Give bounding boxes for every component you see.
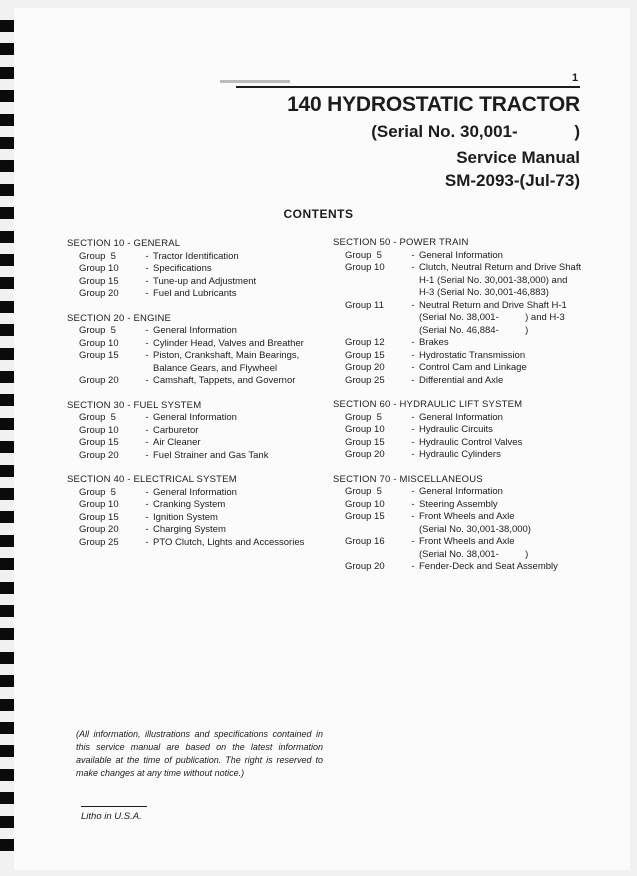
group-number: Group 10 [345, 262, 385, 273]
entry-separator: - [145, 325, 149, 336]
contents-entry [67, 251, 317, 264]
entry-label-line: General Information [419, 249, 503, 261]
entry-label [419, 300, 583, 338]
group-number: Group 5 [345, 411, 382, 423]
entry-label [419, 486, 583, 499]
entry-label [153, 425, 317, 438]
group-number: Group 5 [79, 486, 116, 498]
group-number: Group 15 [79, 350, 119, 361]
entry-separator: - [411, 511, 415, 522]
entry-label [419, 262, 583, 300]
entry-label-line: H-3 (Serial No. 30,001-46,883) [419, 287, 549, 298]
entry-label-line: Hydraulic Cylinders [419, 449, 501, 460]
contents-heading: CONTENTS [283, 207, 354, 221]
entry-label-line: Fuel Strainer and Gas Tank [153, 449, 269, 461]
contents-entry [67, 338, 317, 351]
group-number: Group 10 [79, 337, 119, 349]
section-title: SECTION 10 - GENERAL [67, 238, 181, 249]
entry-label-line: Hydraulic Circuits [419, 424, 493, 435]
litho-imprint: Litho in U.S.A. [81, 811, 142, 822]
group-number: Group 15 [79, 437, 119, 448]
section-title: SECTION 50 - POWER TRAIN [333, 237, 469, 248]
entry-label [153, 499, 317, 512]
entry-label [419, 412, 583, 425]
contents-entry [67, 537, 317, 550]
header-rule [236, 86, 580, 88]
entry-label-line: Hydraulic Control Valves [419, 436, 523, 448]
entry-label-line: Charging System [153, 524, 226, 535]
entry-label [153, 276, 317, 289]
entry-label-line: Ignition System [153, 511, 218, 523]
contents-section [67, 474, 317, 549]
entry-separator: - [145, 437, 149, 448]
contents-entry [67, 325, 317, 338]
entry-label [419, 350, 583, 363]
contents-entry [67, 437, 317, 450]
entry-label-line: Tractor Identification [153, 250, 239, 262]
entry-label-line: General Information [153, 412, 237, 423]
entry-separator: - [145, 350, 149, 361]
group-number: Group 10 [79, 424, 119, 436]
entry-label [419, 362, 583, 375]
entry-label-line: Air Cleaner [153, 437, 201, 448]
contents-left-column [67, 238, 317, 561]
entry-separator: - [411, 374, 415, 386]
entry-separator: - [145, 375, 149, 386]
group-number: Group 15 [345, 436, 385, 448]
entry-separator: - [411, 436, 415, 448]
contents-entry [67, 350, 317, 375]
entry-separator: - [145, 275, 149, 287]
entry-label-line: Carburetor [153, 424, 199, 436]
entry-label-line: Piston, Crankshaft, Main Bearings, [153, 350, 300, 361]
contents-section [67, 238, 317, 301]
group-number: Group 5 [79, 412, 116, 423]
contents-entry [333, 424, 583, 437]
contents-entry [67, 450, 317, 463]
contents-entry [333, 561, 583, 574]
entry-label [153, 524, 317, 537]
contents-entry [333, 536, 583, 561]
group-number: Group 20 [345, 362, 385, 373]
contents-entry [333, 486, 583, 499]
entry-separator: - [145, 499, 149, 510]
entry-label-line: Front Wheels and Axle [419, 511, 515, 522]
group-number: Group 15 [345, 511, 385, 522]
entry-label-line: H-1 (Serial No. 30,001-38,000) and [419, 274, 568, 286]
contents-entry [333, 499, 583, 512]
entry-label-line: Brakes [419, 337, 449, 348]
group-number: Group 15 [79, 275, 119, 287]
entry-separator: - [145, 486, 149, 498]
entry-label-line: General Information [153, 486, 237, 498]
entry-label-line: General Information [419, 411, 503, 423]
entry-separator: - [145, 250, 149, 262]
entry-label [153, 375, 317, 388]
contents-entry [67, 412, 317, 425]
contents-entry [67, 425, 317, 438]
entry-label-line: (Serial No. 38,001- ) [419, 548, 529, 560]
contents-entry [67, 276, 317, 289]
entry-separator: - [411, 498, 415, 510]
entry-label-line: Specifications [153, 263, 212, 274]
group-number: Group 20 [79, 375, 119, 386]
entry-label [153, 412, 317, 425]
contents-entry [333, 511, 583, 536]
group-number: Group 20 [79, 288, 119, 299]
group-number: Group 10 [345, 498, 385, 510]
contents-entry [333, 375, 583, 388]
entry-separator: - [411, 536, 415, 547]
contents-entry [67, 487, 317, 500]
group-number: Group 20 [79, 449, 119, 461]
entry-label-line: Front Wheels and Axle [419, 536, 515, 547]
entry-label [419, 437, 583, 450]
entry-separator: - [411, 349, 415, 361]
group-number: Group 16 [345, 536, 385, 547]
entry-label-line: Clutch, Neutral Return and Drive Shaft [419, 262, 582, 273]
contents-section [67, 313, 317, 388]
entry-separator: - [411, 486, 415, 497]
entry-label-line: Cylinder Head, Valves and Breather [153, 337, 304, 349]
group-number: Group 15 [79, 511, 119, 523]
entry-separator: - [411, 449, 415, 460]
group-number: Group 5 [79, 250, 116, 262]
contents-entry [67, 499, 317, 512]
group-number: Group 5 [345, 486, 382, 497]
contents-right-column [333, 237, 583, 586]
group-number: Group 5 [79, 325, 116, 336]
entry-label-line: Neutral Return and Drive Shaft H-1 [419, 299, 567, 311]
contents-entry [333, 412, 583, 425]
entry-separator: - [145, 337, 149, 349]
contents-section [333, 237, 583, 387]
entry-label-line: Balance Gears, and Flywheel [153, 362, 278, 374]
entry-separator: - [411, 362, 415, 373]
entry-label [153, 512, 317, 525]
group-number: Group 10 [79, 499, 119, 510]
entry-label-line: Hydrostatic Transmission [419, 349, 526, 361]
serial-range: (Serial No. 30,001- ) [371, 122, 580, 141]
disclaimer-note: (All information, illustrations and specifications contained in this service manual are based on the latest information available at the time of publication. The right is reserved to make changes at any time without notice.) [76, 729, 323, 778]
entry-separator: - [411, 561, 415, 572]
entry-separator: - [145, 524, 149, 535]
group-number: Group 20 [345, 561, 385, 572]
contents-section [333, 474, 583, 574]
entry-label [153, 437, 317, 450]
section-title: SECTION 70 - MISCELLANEOUS [333, 473, 483, 485]
group-number: Group 20 [345, 449, 385, 460]
group-number: Group 15 [345, 349, 385, 361]
contents-entry [333, 449, 583, 462]
entry-label [153, 537, 317, 550]
group-number: Group 25 [345, 374, 385, 386]
page-title: 140 HYDROSTATIC TRACTOR [287, 93, 580, 116]
contents-entry [333, 337, 583, 350]
entry-separator: - [411, 299, 415, 311]
group-number: Group 10 [79, 263, 119, 274]
ink-smudge [220, 80, 290, 83]
entry-separator: - [411, 424, 415, 435]
entry-label [419, 250, 583, 263]
group-number: Group 11 [345, 299, 384, 311]
entry-label-line: Differential and Axle [419, 374, 504, 386]
contents-entry [333, 262, 583, 300]
group-number: Group 5 [345, 249, 382, 261]
contents-entry [333, 362, 583, 375]
entry-label-line: (Serial No. 46,884- ) [419, 324, 529, 336]
group-number: Group 20 [79, 524, 119, 535]
entry-label-line: General Information [419, 486, 503, 497]
contents-entry [333, 350, 583, 363]
entry-label [419, 337, 583, 350]
entry-separator: - [411, 249, 415, 261]
page-number: 1 [572, 72, 579, 84]
entry-label [419, 424, 583, 437]
entry-label [419, 561, 583, 574]
signature-rule [81, 806, 147, 807]
section-title: SECTION 30 - FUEL SYSTEM [67, 399, 202, 411]
contents-entry [333, 250, 583, 263]
entry-label [153, 263, 317, 276]
manual-type: Service Manual [456, 148, 580, 167]
entry-separator: - [145, 449, 149, 461]
section-title: SECTION 60 - HYDRAULIC LIFT SYSTEM [333, 399, 523, 410]
entry-label [153, 487, 317, 500]
entry-separator: - [145, 263, 149, 274]
entry-label-line: (Serial No. 30,001-38,000) [419, 523, 531, 535]
entry-separator: - [411, 337, 415, 348]
group-number: Group 10 [345, 424, 385, 435]
manual-code: SM-2093-(Jul-73) [444, 171, 580, 190]
contents-entry [333, 437, 583, 450]
entry-label [153, 350, 317, 375]
entry-label [153, 338, 317, 351]
entry-label [419, 449, 583, 462]
contents-entry [67, 288, 317, 301]
entry-label-line: (Serial No. 38,001- ) and H-3 [419, 312, 565, 323]
entry-label [153, 288, 317, 301]
contents-entry [67, 512, 317, 525]
contents-entry [67, 524, 317, 537]
contents-entry [67, 375, 317, 388]
entry-label [153, 450, 317, 463]
group-number: Group 25 [79, 536, 119, 548]
entry-label-line: Fuel and Lubricants [153, 288, 237, 299]
entry-label-line: PTO Clutch, Lights and Accessories [153, 536, 305, 548]
contents-section [333, 399, 583, 462]
entry-label [419, 375, 583, 388]
entry-separator: - [145, 288, 149, 299]
entry-separator: - [411, 262, 415, 273]
entry-label [419, 499, 583, 512]
contents-entry [67, 263, 317, 276]
entry-label-line: Camshaft, Tappets, and Governor [153, 375, 296, 386]
entry-label [153, 251, 317, 264]
entry-separator: - [145, 511, 149, 523]
entry-label [419, 536, 583, 561]
entry-label-line: Steering Assembly [419, 498, 498, 510]
entry-separator: - [145, 412, 149, 423]
contents-section [67, 400, 317, 463]
entry-label-line: General Information [153, 325, 237, 336]
entry-separator: - [411, 411, 415, 423]
entry-label [153, 325, 317, 338]
entry-separator: - [145, 536, 149, 548]
entry-label-line: Fender-Deck and Seat Assembly [419, 561, 558, 572]
group-number: Group 12 [345, 337, 385, 348]
contents-entry [333, 300, 583, 338]
section-title: SECTION 20 - ENGINE [67, 312, 172, 324]
section-title: SECTION 40 - ELECTRICAL SYSTEM [67, 474, 237, 485]
entry-separator: - [145, 424, 149, 436]
entry-label-line: Tune-up and Adjustment [153, 275, 257, 287]
entry-label-line: Control Cam and Linkage [419, 362, 527, 373]
entry-label-line: Cranking System [153, 499, 226, 510]
entry-label [419, 511, 583, 536]
